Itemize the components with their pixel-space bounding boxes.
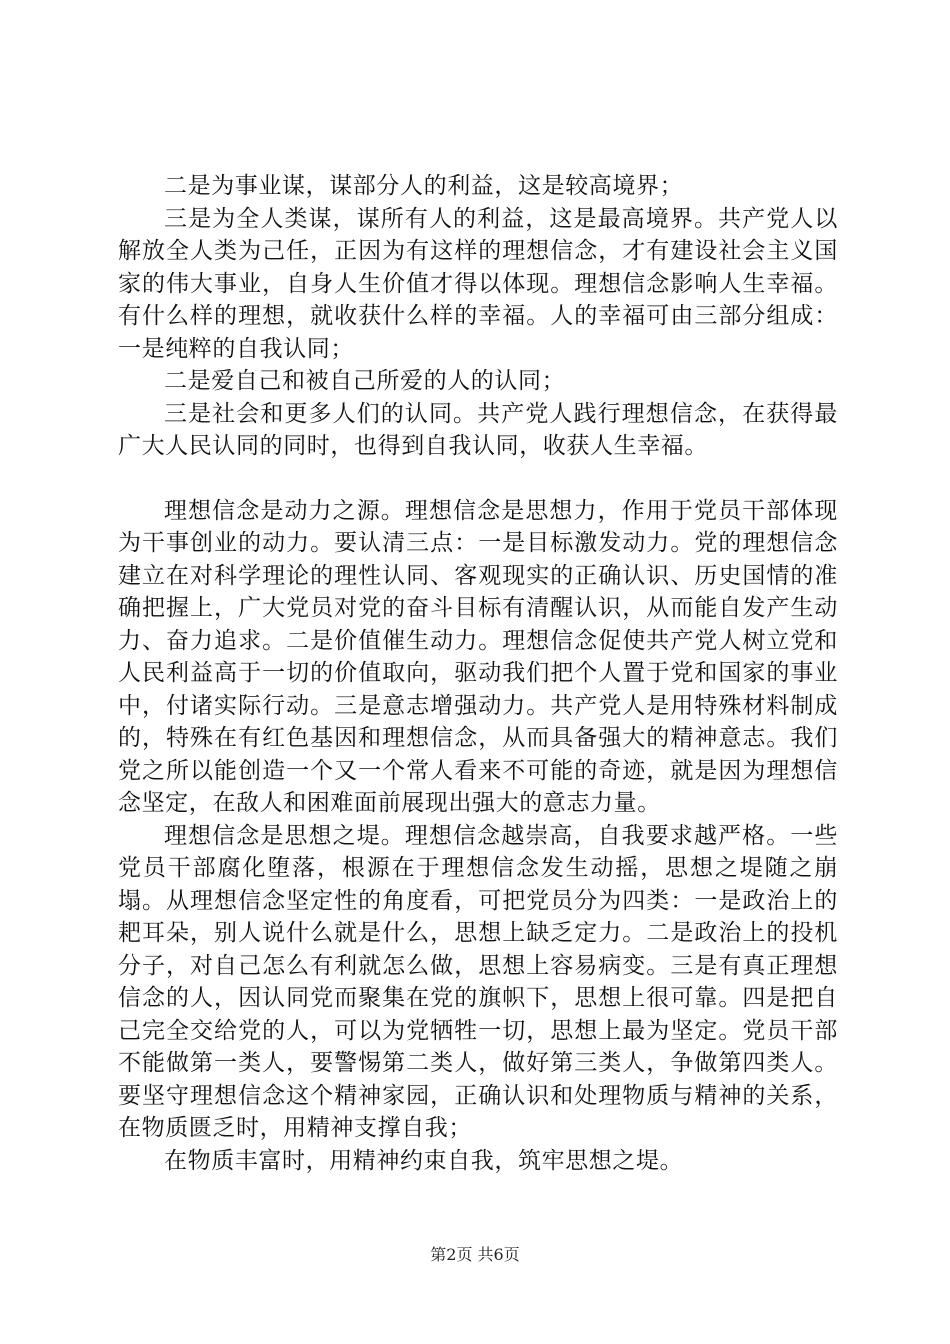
paragraph: 三是社会和更多人们的认同。共产党人践行理想信念，在获得最广大人民认同的同时，也得到自我认同，收获人生幸福。 <box>118 400 838 459</box>
paragraph: 在物质丰富时，用精神约束自我，筑牢思想之堤。 <box>164 1147 684 1174</box>
paragraph: 二是爱自己和被自己所爱的人的认同； <box>164 368 566 394</box>
paragraph: 二是为事业谋，谋部分人的利益，这是较高境界； <box>164 173 684 199</box>
paragraph: 理想信念是动力之源。理想信念是思想力，作用于党员干部体现为干事创业的动力。要认清三点：一是目标激发动力。党的理想信念建立在对科学理论的理性认同、客观现实的正确认识、历史国情的准确把握上，广大党员对党的奋斗目标有清醒认识，从而能自发产生动力、奋力追求。二是价值催生动力。理想信念促使共产党人树立党和人民利益高于一切的价值取向，驱动我们把个人置于党和国家的事业中，付诸实际行动。三是意志增强动力。共产党人是用特殊材料制成的，特殊在有红色基因和理想信念，从而具备强大的精神意志。我们党之所以能创造一个又一个常人看来不可能的奇迹，就是因为理想信念坚定，在敌人和困难面前展现出强大的意志力量。 <box>118 497 838 816</box>
paragraph: 三是为全人类谋，谋所有人的利益，这是最高境界。共产党人以解放全人类为己任，正因为有这样的理想信念，才有建设社会主义国家的伟大事业，自身人生价值才得以体现。理想信念影响人生幸福。有什么样的理想，就收获什么样的幸福。人的幸福可由三部分组成：一是纯粹的自我认同； <box>118 205 838 362</box>
paragraph-spacer <box>118 463 838 495</box>
paragraph: 理想信念是思想之堤。理想信念越崇高，自我要求越严格。一些党员干部腐化堕落，根源在于理想信念发生动摇，思想之堤随之崩塌。从理想信念坚定性的角度看，可把党员分为四类：一是政治上的耙耳朵，别人说什么就是什么，思想上缺乏定力。二是政治上的投机分子，对自己怎么有利就怎么做，思想上容易病变。三是有真正理想信念的人，因认同党而聚集在党的旗帜下，思想上很可靠。四是把自己完全交给党的人，可以为党牺牲一切，思想上最为坚定。党员干部不能做第一类人，要警惕第二类人，做好第三类人，争做第四类人。要坚守理想信念这个精神家园，正确认识和处理物质与精神的关系，在物质匮乏时，用精神支撑自我； <box>118 822 838 1141</box>
page-footer: 第2页 共6页 <box>430 1245 520 1264</box>
document-body <box>118 170 838 1177</box>
